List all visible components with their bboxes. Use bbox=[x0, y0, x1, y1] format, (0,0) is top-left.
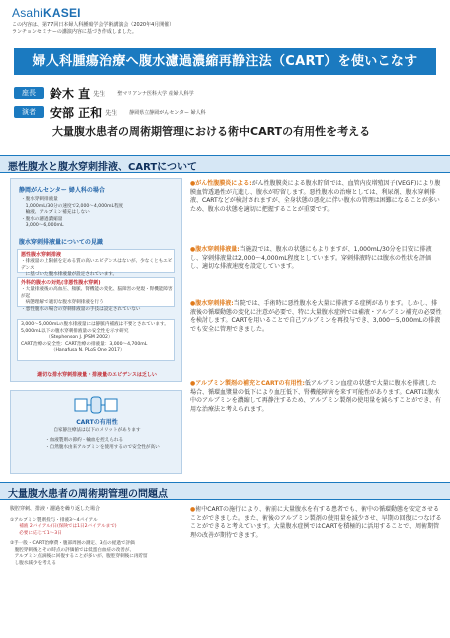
lp-item: ①アルブミン製剤投与・排液3～4パイアル bbox=[10, 517, 98, 523]
speaker-affiliation: 静岡県立静岡がんセンター 婦人科 bbox=[129, 109, 206, 116]
intro-note bbox=[12, 22, 174, 36]
bullet-line: ・腹水の濾過濃縮量 bbox=[21, 216, 63, 222]
speaker-name: 安部 正和 bbox=[50, 105, 103, 120]
evidence-line: CART治療の安全性：CART治療の排液量：3,000～4,700mL bbox=[21, 341, 148, 347]
panel-conclusion: 適切な排水穿刺排液量・排液量のエビデンスは乏しい bbox=[37, 372, 157, 378]
lp-intro: 腹腔穿刺、排液・濾過を繰り返した場合 bbox=[10, 506, 101, 512]
speaker-chair bbox=[14, 86, 194, 100]
panel-title: 静岡がんセンター 婦人科の場合 bbox=[19, 187, 105, 194]
box-line: 病態理解で適切な腹水穿刺排液を行う bbox=[21, 300, 104, 305]
lp-item: し腹水減少を考える bbox=[10, 560, 56, 566]
perioperative-panel bbox=[10, 506, 182, 630]
panel-bullets bbox=[21, 197, 123, 230]
paragraph-4: ●アルブミン製剤の補充とCARTの有用性:低アルブミン血症の状態で大量に腹水を排液した場合、循環血漿量の低下により血圧低下、腎機能障害を来す可能性があります。CARTは腹水中のアルブミンを濃縮して再静注するため、アルブミン製剤の使用量を減らすことができ、有用な治療法と考えられます。 bbox=[190, 380, 442, 413]
role-badge: 座長 bbox=[14, 87, 44, 99]
paragraph-2: ●腹水穿刺排液量:当施設では、腹水の状態にもよりますが、1,000mL/30分を目安に排液し、穿刺排液量は2,000～4,000mL程度としています。穿刺排液時には腹水の性状を評価し、適切な排液速度を設定しています。 bbox=[190, 246, 432, 270]
speaker-name: 鈴木 直 bbox=[50, 86, 91, 101]
case-panel bbox=[10, 178, 182, 382]
paragraph-3: ●腹水穿刺排液:当院では、手術時に悪性腹水を大量に排液する症例があります。しかし、排液後の循環動態の変化に注意が必要で、特に大量腹水症例では補液・アルブミン補充の必要性を検討します。CARTを用いることで自己アルブミンを再投与でき、3,000～5,000mLの排液でも安全に管理できました。 bbox=[190, 300, 442, 333]
cart-benefit: ・血液製剤の節約・輸血を控えられる bbox=[45, 438, 124, 443]
speaker-affiliation: 聖マリアンナ医科大学 産婦人科学 bbox=[117, 90, 194, 97]
intro-line: この内容は、第77回日本婦人科腫瘍学会学術講演会（2020年4月開催） bbox=[12, 22, 175, 28]
evidence-line: （Stephenson J. JPSM 2002） bbox=[21, 335, 113, 340]
evidence-box bbox=[17, 319, 175, 361]
cart-benefits bbox=[45, 437, 160, 451]
lp-list bbox=[10, 518, 182, 568]
lp-item: 必要に応じて1～3日 bbox=[10, 530, 62, 536]
paragraph-1: ●がん性腹膜炎による:がん性腹膜炎による腹水貯留では、血管内皮増殖因子(VEGF)により腹膜血管透過性が亢進し、腹水が貯留します。悪性腹水の治療としては、利尿剤、腹水穿刺排液、CARTなどが検討されますが、全身状態の悪化に伴い腹水の管理は困難になることが多いため、腹水の状態を適切に把握することが重要です。 bbox=[190, 180, 441, 213]
bullet-line: ・腹水穿刺排液量 bbox=[21, 197, 58, 202]
box-heading: 悪性腹水穿刺排液 bbox=[21, 252, 62, 258]
speaker-suffix: 先生 bbox=[93, 90, 106, 98]
lp-item: 腹腔穿刺後とその時点の評価値では低蛋白血症の改善が、 bbox=[10, 547, 135, 553]
role-badge: 演者 bbox=[14, 106, 44, 118]
page-title: 婦人科腫瘍治療へ腹水濾過濃縮再静注法（CART）を使いこなす bbox=[14, 48, 436, 75]
guideline-box-2 bbox=[17, 277, 175, 312]
cart-panel bbox=[10, 390, 182, 474]
box-line: ・悪性腹水の場合の穿刺排液量の手技は設定されていない bbox=[21, 306, 141, 312]
cart-benefit: ・自然腹水由来アルブミンを使用するので安全性が高い bbox=[45, 445, 160, 450]
evidence-line: 3,000～5,000mLの腹水排液量には静脈内補液は不要とされています。 bbox=[21, 322, 169, 327]
box-line: に基づいた腹水排液量が設定されています。 bbox=[21, 272, 118, 277]
bullet-line: 1,000mL/30分の速度で2,000～4,000mL程度 bbox=[21, 203, 124, 209]
section-header-2: 大量腹水患者の周術期管理の問題点 bbox=[0, 482, 450, 500]
cart-subheading: 自家静注療法は以下のメリットがあります bbox=[53, 428, 141, 433]
section-header-1: 悪性腹水と腹水穿刺排液、CARTについて bbox=[0, 155, 450, 173]
lp-item: ②手一般・CART治療費・腹部周囲の測定、3点の経過で評価 bbox=[10, 541, 135, 546]
box-line: ・大量排液後の高血圧、頻脈、腎機能の変化、脳障害の発現・腎機能障害が起 bbox=[21, 287, 173, 299]
cart-heading: CARTの有用性 bbox=[76, 419, 118, 426]
intro-line: ランチョンセミナーの講演内容に基づき作成しました。 bbox=[12, 29, 137, 35]
cart-device-icon bbox=[73, 395, 121, 415]
lp-item: アルブミン点滴後に回復することが多いが、腹腔穿刺後に再貯留 bbox=[10, 554, 148, 559]
speaker-suffix: 先生 bbox=[105, 109, 118, 117]
speaker-presenter bbox=[14, 105, 206, 119]
asahi-kasei-logo: AsahiKASEI bbox=[12, 6, 81, 20]
lecture-subtitle: 大量腹水患者の周術期管理における術中CARTの有用性を考える bbox=[52, 125, 371, 138]
bullet-line: 3,000～6,000mL bbox=[21, 223, 64, 228]
box-line: ・排液量の上限値を定める質の高いエビデンスはないが、少なくともエビデンス bbox=[21, 259, 173, 271]
guideline-box-1 bbox=[17, 249, 175, 277]
paragraph-5: ●術中CARTの施行により、術前に大量腹水を有する患者でも、術中の循環動態を安定させることができました。また、術後のアルブミン製剤の使用量を減少させ、早期の回復につなげることができると考えています。大量腹水症例ではCARTを積極的に活用することで、周術期管理の改善が期待できます。 bbox=[190, 506, 442, 539]
evidence-line: 5,000mL以下の腹水穿刺排液量の安全性を示す研究 bbox=[21, 328, 129, 334]
lp-item: 補液 2バイアル/日(保険では1日2バイアルまで) bbox=[10, 524, 117, 529]
bullet-line: 輸液、アルブミン補充はしない bbox=[21, 210, 90, 215]
box-heading: 外科的腹水の対処(非悪性腹水穿刺) bbox=[21, 280, 101, 286]
evidence-line: （Hanafusa N. PLoS One 2017） bbox=[21, 348, 125, 353]
guide-title: 腹水穿刺排液量についての見識 bbox=[19, 239, 103, 246]
